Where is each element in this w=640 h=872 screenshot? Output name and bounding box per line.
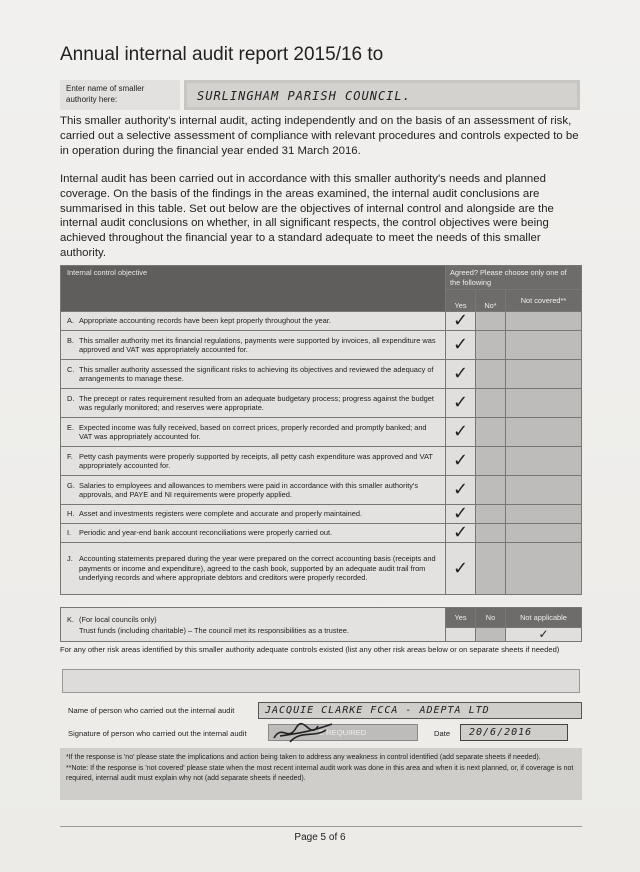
no-cell[interactable] (476, 312, 506, 331)
trust-yes-header: Yes (446, 608, 476, 628)
yes-cell[interactable] (446, 476, 476, 505)
no-cell[interactable] (476, 524, 506, 543)
authority-name-label: Enter name of smaller authority here: (60, 80, 180, 110)
trust-funds-table (60, 607, 582, 642)
not-covered-cell[interactable] (506, 331, 582, 360)
audit-summary-paragraph: Internal audit has been carried out in accordance with this smaller authority's needs and planned coverage. On the basis of the findings in the areas examined, the internal audit conclusions are summarised in this table. Set out below are the objectives of internal control and alongside are the internal audit conclusions on whether, in all significant respects, the control objectives were being achieved throughout the financial year to a standard adequate to meet the needs of this smaller authority. (60, 173, 554, 259)
yes-cell[interactable] (446, 447, 476, 476)
page-number: Page 5 of 6 (294, 832, 346, 843)
auditor-name-field[interactable]: JACQUIE CLARKE FCCA - ADEPTA LTD (258, 702, 582, 719)
tick-icon: ✓ (452, 310, 469, 331)
handwritten-signature (270, 718, 340, 746)
yes-cell[interactable] (446, 389, 476, 418)
yes-cell[interactable] (446, 505, 476, 524)
not-covered-cell[interactable] (506, 524, 582, 543)
yes-cell[interactable] (446, 331, 476, 360)
authority-name-field[interactable] (184, 80, 580, 110)
auditor-signature-label: Signature of person who carried out the internal audit (68, 729, 247, 738)
objective-header: Internal control objective (61, 266, 446, 312)
tick-icon: ✓ (452, 503, 469, 524)
not-covered-cell[interactable] (506, 360, 582, 389)
trust-no-cell[interactable] (476, 628, 506, 642)
tick-icon: ✓ (452, 363, 469, 384)
objective-row: B. This smaller authority met its financial regulations, payments were supported by invoices, all expenditure was approved and VAT was appropriately accounted for. (61, 331, 446, 360)
trust-no-header: No (476, 608, 506, 628)
authority-name-value: SURLINGHAM PARISH COUNCIL. (187, 83, 577, 107)
not-covered-header: Not covered** (506, 290, 582, 312)
footnote-no: *If the response is 'no' please state the implications and action being taken to address any weakness in control identified (add separate sheets if needed). (66, 754, 541, 761)
not-covered-cell[interactable] (506, 312, 582, 331)
yes-cell[interactable] (446, 418, 476, 447)
auditor-name-label: Name of person who carried out the internal audit (68, 706, 235, 715)
tick-icon: ✓ (452, 334, 469, 355)
internal-control-table (60, 265, 582, 595)
no-header: No* (476, 290, 506, 312)
signature-field[interactable]: E REQUIRED (268, 724, 418, 741)
tick-icon: ✓ (452, 450, 469, 471)
no-cell[interactable] (476, 331, 506, 360)
objective-row: I. Periodic and year-end bank account reconciliations were properly carried out. (61, 524, 446, 543)
objective-row: H. Asset and investments registers were complete and accurate and properly maintained. (61, 505, 446, 524)
page-title: Annual internal audit report 2015/16 to (60, 44, 384, 65)
date-field[interactable]: 20/6/2016 (460, 724, 568, 741)
yes-cell[interactable] (446, 524, 476, 543)
yes-cell[interactable] (446, 312, 476, 331)
objective-row: E. Expected income was fully received, based on correct prices, properly recorded and promptly banked; and VAT was appropriately accounted for. (61, 418, 446, 447)
trust-yes-cell[interactable] (446, 628, 476, 642)
no-cell[interactable] (476, 418, 506, 447)
no-cell[interactable] (476, 447, 506, 476)
not-covered-cell[interactable] (506, 505, 582, 524)
trust-funds-objective: K. (For local councils only) Trust funds (including charitable) – The council met its responsibilities as a trustee. (61, 608, 446, 642)
no-cell[interactable] (476, 360, 506, 389)
yes-cell[interactable] (446, 360, 476, 389)
objective-row: F. Petty cash payments were properly supported by receipts, all petty cash expenditure was approved and VAT appropriately accounted for. (61, 447, 446, 476)
agreed-header: Agreed? Please choose only one of the following (446, 266, 582, 290)
tick-icon: ✓ (452, 421, 469, 442)
date-label: Date (434, 729, 451, 738)
tick-icon: ✓ (452, 392, 469, 413)
tick-icon: ✓ (538, 627, 549, 641)
tick-icon: ✓ (452, 479, 469, 500)
footer-divider (60, 826, 582, 827)
tick-icon: ✓ (452, 557, 469, 579)
not-covered-cell[interactable] (506, 389, 582, 418)
footnote-not-covered: **Note: If the response is 'not covered' please state when the most recent internal audit work was done in this area and when it is next planned, or, if coverage is not required, internal audit must explain why not (add separate sheets if needed). (66, 764, 574, 782)
objective-row: A. Appropriate accounting records have been kept properly throughout the year. (61, 312, 446, 331)
other-risk-field[interactable] (62, 669, 580, 693)
tick-icon: ✓ (452, 522, 469, 543)
no-cell[interactable] (476, 543, 506, 595)
yes-header: Yes (446, 290, 476, 312)
footnotes (60, 748, 582, 800)
intro-paragraph: This smaller authority's internal audit, acting independently and on the basis of an assessment of risk, carried out a selective assessment of compliance with relevant procedures and controls expected to be in operation during the financial year ended 31 March 2016. (60, 115, 579, 157)
no-cell[interactable] (476, 389, 506, 418)
not-covered-cell[interactable] (506, 418, 582, 447)
not-covered-cell[interactable] (506, 476, 582, 505)
objective-row: J. Accounting statements prepared during the year were prepared on the correct accounting basis (receipts and payments or income and expenditure), agreed to the cash book, supported by an adequate audit trail from underlying records and where appropriate debtors and creditors were properly recorded. (61, 543, 446, 595)
trust-na-header: Not applicable (506, 608, 582, 628)
objective-row: D. The precept or rates requirement resulted from an adequate budgetary process; progress against the budget was regularly monitored; and reserves were appropriate. (61, 389, 446, 418)
objective-row: C. This smaller authority assessed the significant risks to achieving its objectives and reviewed the adequacy of arrangements to manage these. (61, 360, 446, 389)
objective-row: G. Salaries to employees and allowances to members were paid in accordance with this smaller authority's approvals, and PAYE and NI requirements were properly applied. (61, 476, 446, 505)
yes-cell[interactable] (446, 543, 476, 595)
not-covered-cell[interactable] (506, 447, 582, 476)
other-risk-label: For any other risk areas identified by this smaller authority adequate controls existed (list any other risk areas below or on separate sheets if needed) (60, 645, 560, 654)
not-covered-cell[interactable] (506, 543, 582, 595)
no-cell[interactable] (476, 505, 506, 524)
no-cell[interactable] (476, 476, 506, 505)
trust-na-cell[interactable] (506, 628, 582, 642)
